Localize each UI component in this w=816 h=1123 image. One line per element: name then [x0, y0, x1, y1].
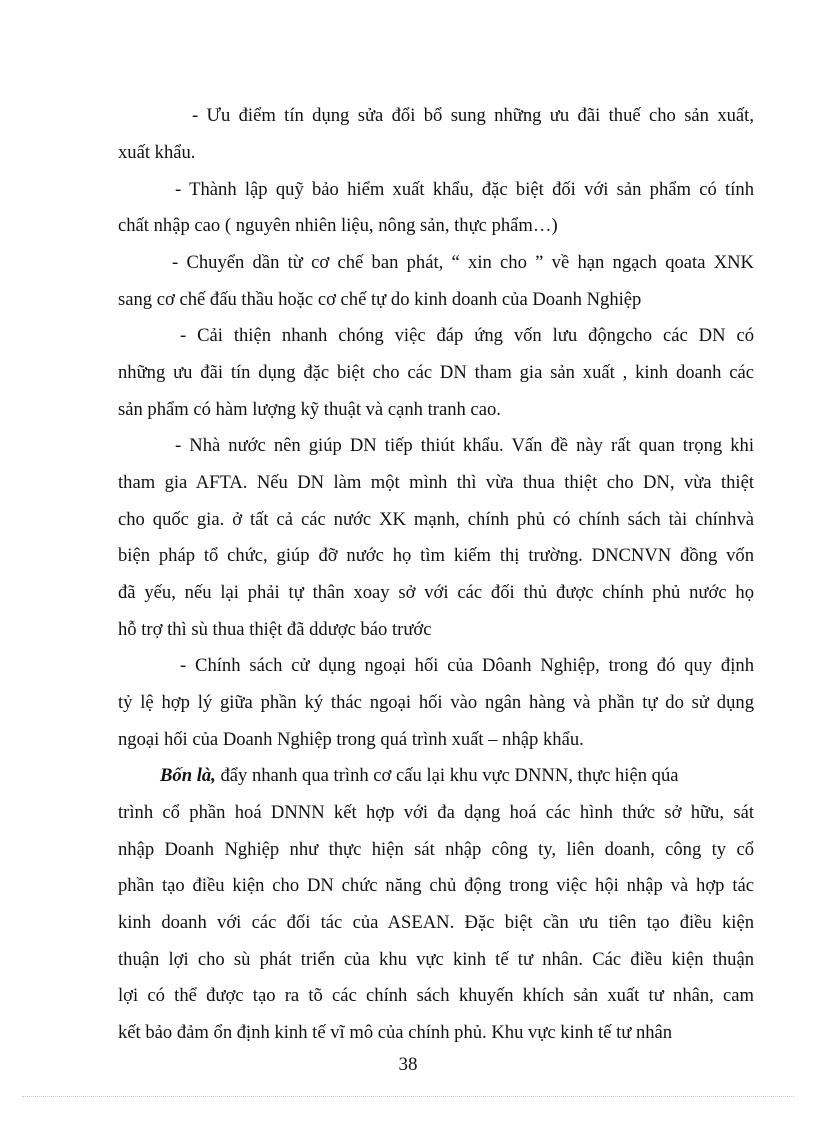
paragraph-7-line-2: trình cổ phần hoá DNNN kết hợp với đa dạng hoá các hình thức sở hữu, sát	[118, 802, 754, 823]
page-bottom-divider	[22, 1096, 794, 1097]
paragraph-5-line-2: tham gia AFTA. Nếu DN làm một mình thì vừa thua thiệt cho DN, vừa thiệt	[118, 472, 754, 493]
paragraph-6-line-2: tỷ lệ hợp lý giữa phần ký thác ngoại hối vào ngân hàng và phần tự do sử dụng	[118, 692, 754, 713]
paragraph-2-line-1: - Thành lập quỹ bảo hiểm xuất khẩu, đặc biệt đối với sản phẩm có tính	[175, 179, 754, 200]
paragraph-5-line-4: biện pháp tổ chức, giúp đỡ nước họ tìm kiếm thị trường. DNCNVN đồng vốn	[118, 545, 754, 566]
paragraph-5-line-5: đã yếu, nếu lại phải tự thân xoay sở với các đối thủ được chính phủ nước họ	[118, 582, 754, 603]
paragraph-3-line-1: - Chuyển dần từ cơ chế ban phát, “ xin cho ” về hạn ngạch qoata XNK	[172, 252, 754, 273]
paragraph-7-line-1-text: đẩy nhanh qua trình cơ cấu lại khu vực DNNN, thực hiện qúa	[215, 765, 679, 786]
paragraph-6-line-1: - Chính sách cử dụng ngoại hối của Dôanh Nghiệp, trong đó quy định	[180, 655, 754, 676]
paragraph-1-line-2: xuất khẩu.	[118, 142, 196, 163]
paragraph-7-lead: Bốn là,	[160, 765, 216, 786]
paragraph-4-line-1: - Cải thiện nhanh chóng việc đáp ứng vốn lưu độngcho các DN có	[180, 325, 754, 346]
paragraph-7-line-4: phần tạo điều kiện cho DN chức năng chủ động trong việc hội nhập và hợp tác	[118, 875, 754, 896]
paragraph-7-line-1	[160, 763, 754, 789]
paragraph-3-line-2: sang cơ chế đấu thầu hoặc cơ chế tự do kinh doanh của Doanh Nghiệp	[118, 289, 642, 310]
paragraph-4-line-3: sản phẩm có hàm lượng kỹ thuật và cạnh tranh cao.	[118, 399, 501, 420]
paragraph-7-line-5: kinh doanh với các đối tác của ASEAN. Đặc biệt cần ưu tiên tạo điều kiện	[118, 912, 754, 933]
paragraph-5-line-1: - Nhà nước nên giúp DN tiếp thiút khẩu. Vấn đề này rất quan trọng khi	[175, 435, 754, 456]
paragraph-6-line-3: ngoại hối của Doanh Nghiệp trong quá trình xuất – nhập khẩu.	[118, 729, 584, 750]
paragraph-1-line-1: - Ưu điểm tín dụng sửa đổi bổ sung những ưu đãi thuế cho sản xuất,	[192, 105, 754, 126]
paragraph-5-line-3: cho quốc gia. ở tất cả các nước XK mạnh, chính phủ có chính sách tài chínhvà	[118, 509, 754, 530]
paragraph-2-line-2: chất nhập cao ( nguyên nhiên liệu, nông sản, thực phẩm…)	[118, 215, 558, 236]
page-number: 38	[398, 1054, 418, 1075]
paragraph-7-line-7: lợi có thể được tạo ra tõ các chính sách khuyến khích sản xuất tư nhân, cam	[118, 985, 754, 1006]
paragraph-4-line-2: những ưu đãi tín dụng đặc biệt cho các DN tham gia sản xuất , kinh doanh các	[118, 362, 754, 383]
paragraph-7-line-6: thuận lợi cho sù phát triển của khu vực kinh tế tư nhân. Các điều kiện thuận	[118, 949, 754, 970]
paragraph-7-line-3: nhập Doanh Nghiệp như thực hiện sát nhập công ty, liên doanh, công ty cổ	[118, 839, 754, 860]
paragraph-5-line-6: hỗ trợ thì sù thua thiệt đã ddược báo trước	[118, 619, 432, 640]
paragraph-7-line-8: kết bảo đảm ổn định kinh tế vĩ mô của chính phủ. Khu vực kinh tế tư nhân	[118, 1022, 673, 1043]
